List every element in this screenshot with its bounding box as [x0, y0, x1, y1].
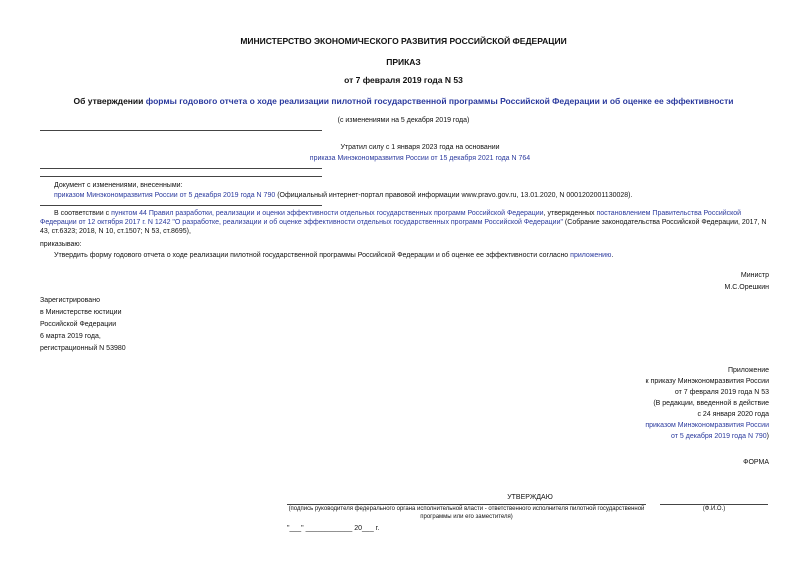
appendix-line	[671, 432, 769, 441]
name-line	[660, 504, 768, 505]
form-label: ФОРМА	[743, 459, 769, 466]
closing-paren: )	[766, 433, 769, 440]
document-date-number: от 7 февраля 2019 года N 53	[344, 75, 463, 85]
appendix-line: с 24 января 2020 года	[697, 411, 769, 418]
registration-line: регистрационный N 53980	[40, 345, 126, 352]
approve-text: .	[611, 252, 614, 259]
changes-link[interactable]: приказом Минэкономразвития России от 5 декабря 2019 года N 790	[54, 192, 276, 199]
appendix-line: от 7 февраля 2019 года N 53	[674, 389, 769, 396]
ministry-heading: МИНИСТЕРСТВО ЭКОНОМИЧЕСКОГО РАЗВИТИЯ РОССИЙСКОЙ ФЕДЕРАЦИИ	[240, 36, 567, 46]
divider	[40, 176, 322, 177]
preamble-text: , утвержденных	[543, 210, 597, 217]
signature-name: М.С.Орешкин	[724, 284, 769, 291]
approve-stamp: УТВЕРЖДАЮ	[507, 494, 553, 501]
registration-line: Российской Федерации	[40, 321, 117, 328]
appendix-link[interactable]: приложению	[570, 252, 612, 259]
amendments-note: (с изменениями на 5 декабря 2019 года)	[337, 117, 470, 124]
appendix-line: к приказу Минэкономразвития России	[645, 378, 769, 385]
changes-label: Документ с изменениями, внесенными:	[54, 182, 183, 189]
title-prefix: Об утверждении	[73, 96, 146, 106]
expired-basis-link[interactable]: приказа Минэкономразвития России от 15 декабря 2021 года N 764	[309, 155, 531, 162]
approve-text: Утвердить форму годового отчета о ходе реализации пилотной государственной программы Российской Федерации и об оценке ее эффективности согласно	[54, 252, 571, 259]
resolution-link[interactable]: постановлением Правительства Российской Федерации от 12 октября 2017 г. N 1242 "О разработке, реализации и об оценке эффективности отдельных государственных программ Российской Федерации"	[40, 210, 742, 227]
registration-line: 6 марта 2019 года,	[40, 333, 101, 340]
order-word: приказываю:	[40, 241, 82, 248]
registration-line: Зарегистрировано	[40, 297, 100, 304]
appendix-amend-link-2[interactable]: от 5 декабря 2019 года N 790	[671, 433, 767, 440]
expired-notice: Утратил силу с 1 января 2023 года на основании	[340, 144, 500, 151]
changes-line	[54, 191, 632, 200]
title-link[interactable]: формы годового отчета о ходе реализации пилотной государственной программы Российской Федерации и об оценке ее эффективности	[145, 96, 734, 106]
approval-date-line: "___" ____________ 20___ г.	[287, 525, 380, 532]
approve-paragraph	[54, 251, 613, 260]
signature-caption: (подпись руководителя федерального органа исполнительной власти - ответственного исполнителя пилотной государственной программы или его заместителя)	[288, 506, 645, 520]
divider	[40, 168, 322, 169]
name-caption: (Ф.И.О.)	[702, 506, 726, 512]
registration-line: в Министерстве юстиции	[40, 309, 122, 316]
appendix-line: Приложение	[727, 367, 769, 374]
preamble-text: (Собрание законодательства Российской Федерации, 2017, N 43, ст.6323; 2018, N 10, ст.1507; N 53, ст.8695),	[40, 219, 767, 236]
signature-role: Министр	[740, 272, 769, 279]
changes-source: (Официальный интернет-портал правовой информации www.pravo.gov.ru, 13.01.2020, N 0001202001130028).	[275, 192, 633, 199]
preamble-text: В соответствии с	[54, 210, 112, 217]
appendix-amend-link[interactable]: приказом Минэкономразвития России	[645, 422, 769, 429]
document-title	[0, 96, 807, 107]
document-type: ПРИКАЗ	[386, 57, 421, 67]
preamble-paragraph	[40, 209, 770, 236]
divider	[40, 130, 322, 131]
divider	[40, 205, 322, 206]
signature-line	[287, 504, 646, 505]
rules-link[interactable]: пунктом 44 Правил разработки, реализации и оценки эффективности отдельных государственных программ Российской Федерации	[111, 210, 544, 217]
appendix-line: (В редакции, введенной в действие	[653, 400, 769, 407]
